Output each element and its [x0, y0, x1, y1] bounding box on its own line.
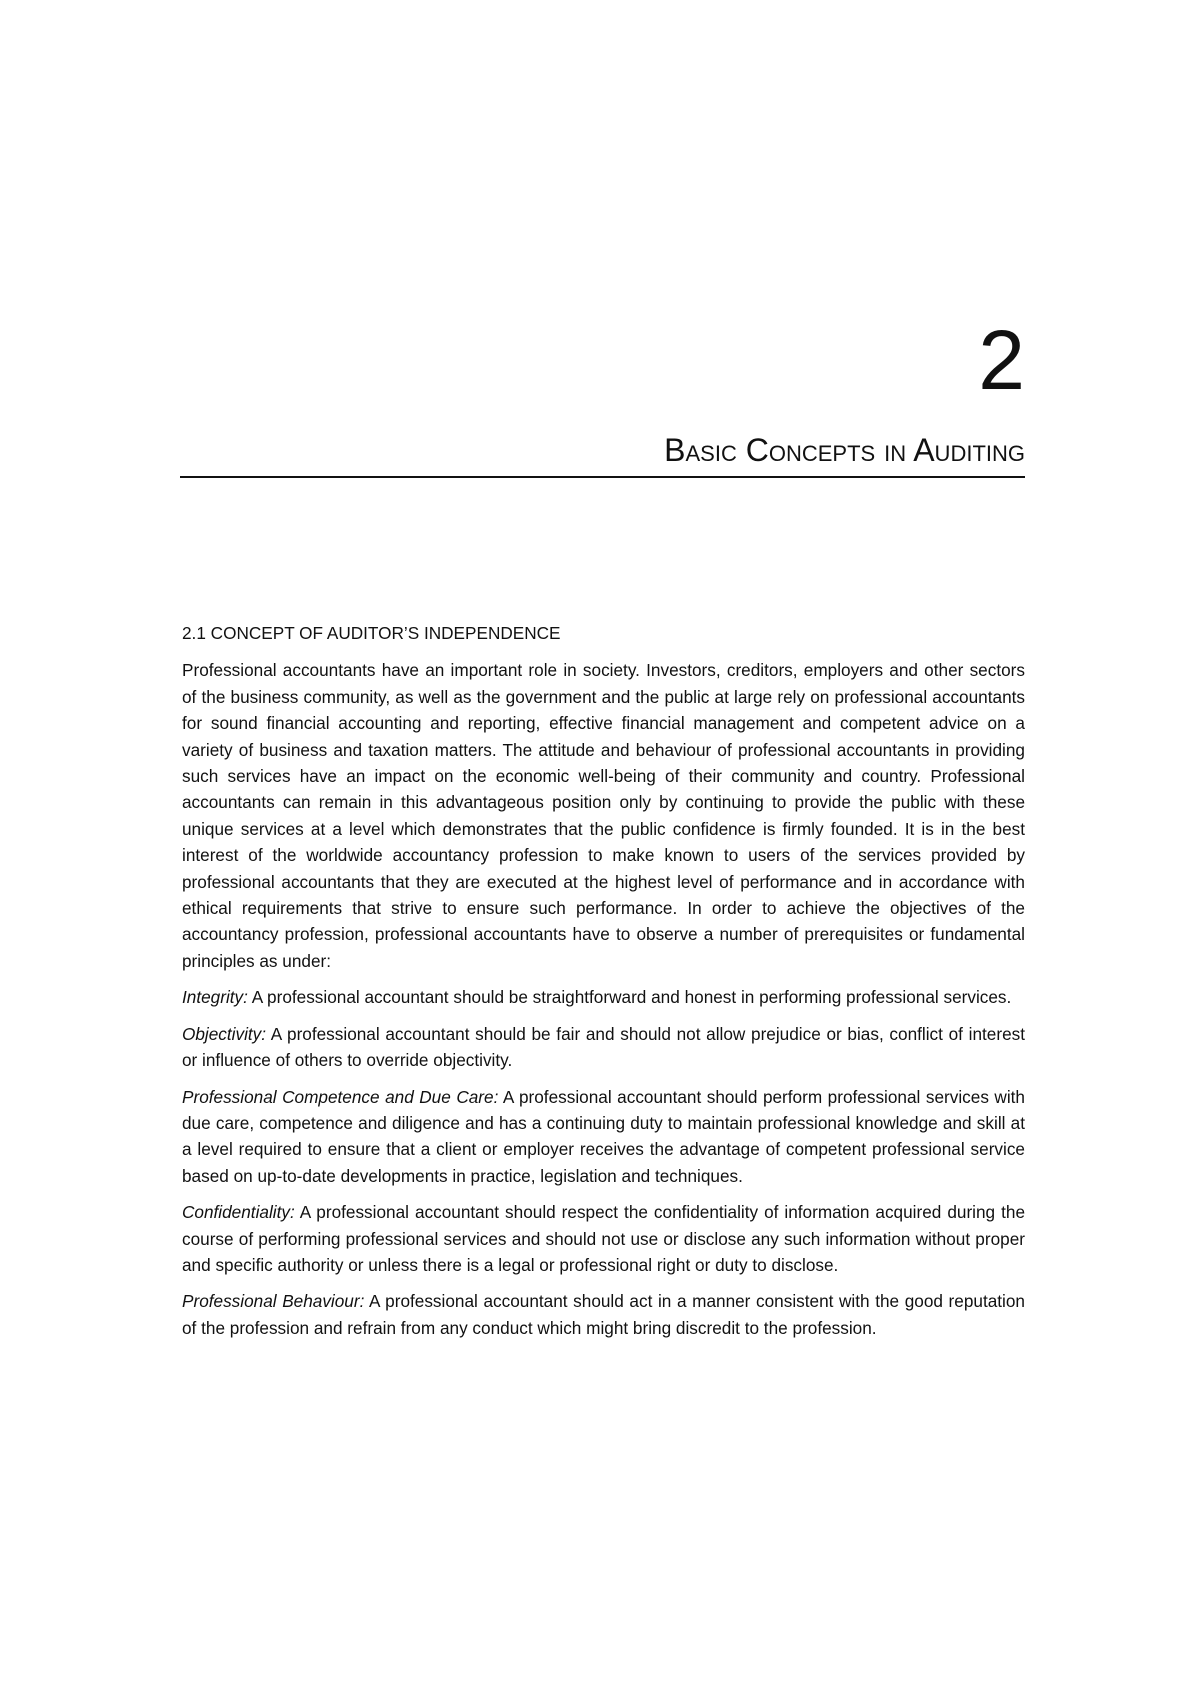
principle-term: Professional Competence and Due Care: [182, 1086, 499, 1107]
principle-competence [182, 1084, 1025, 1190]
title-divider [180, 476, 1025, 478]
chapter-number: 2 [978, 313, 1025, 407]
principle-text: A professional accountant should perform professional services with due care, competence and diligence and has a continuing duty to maintain professional knowledge and skill at a level required to ensure that a client or employer receives the advantage of competent professional service based on up-to-date developments in practice, legislation and techniques. [182, 1086, 1025, 1186]
principle-text: A professional accountant should be straightforward and honest in performing professional services. [247, 987, 1012, 1008]
principle-term: Objectivity: [182, 1023, 267, 1044]
principle-behaviour [182, 1288, 1025, 1341]
principle-integrity [182, 984, 1025, 1010]
principle-text: A professional accountant should be fair and should not allow prejudice or bias, conflict of interest or influence of others to override objectivity. [182, 1023, 1025, 1071]
intro-paragraph: Professional accountants have an important role in society. Investors, creditors, employers and other sectors of the business community, as well as the government and the public at large rely on professional accountants for sound financial accounting and reporting, effective financial management and competent advice on a variety of business and taxation matters. The attitude and behaviour of professional accountants in providing such services have an impact on the economic well-being of their community and country. Professional accountants can remain in this advantageous position only by continuing to provide the public with these unique services at a level which demonstrates that the public confidence is firmly founded. It is in the best interest of the worldwide accountancy profession to make known to users of the services provided by professional accountants that they are executed at the highest level of performance and in accordance with ethical requirements that strive to ensure such performance. In order to achieve the objectives of the accountancy profession, professional accountants have to observe a number of prerequisites or fundamental principles as under: [182, 660, 1025, 971]
chapter-title: Basic Concepts in Auditing [664, 432, 1025, 468]
principle-text: A professional accountant should act in a manner consistent with the good reputation of the profession and refrain from any conduct which might bring discredit to the profession. [182, 1291, 1025, 1338]
principle-text: A professional accountant should respect the confidentiality of information acquired during the course of performing professional services and should not use or disclose any such information without proper and specific authority or unless there is a legal or professional right or duty to disclose. [182, 1202, 1025, 1275]
section-body [182, 620, 1025, 1351]
principle-objectivity [182, 1021, 1025, 1074]
section-heading: 2.1 CONCEPT OF AUDITOR’S INDEPENDENCE [182, 623, 561, 643]
principle-term: Professional Behaviour: [182, 1291, 365, 1312]
principle-term: Confidentiality: [182, 1202, 295, 1223]
principle-confidentiality [182, 1199, 1025, 1278]
principle-term: Integrity: [182, 987, 248, 1008]
